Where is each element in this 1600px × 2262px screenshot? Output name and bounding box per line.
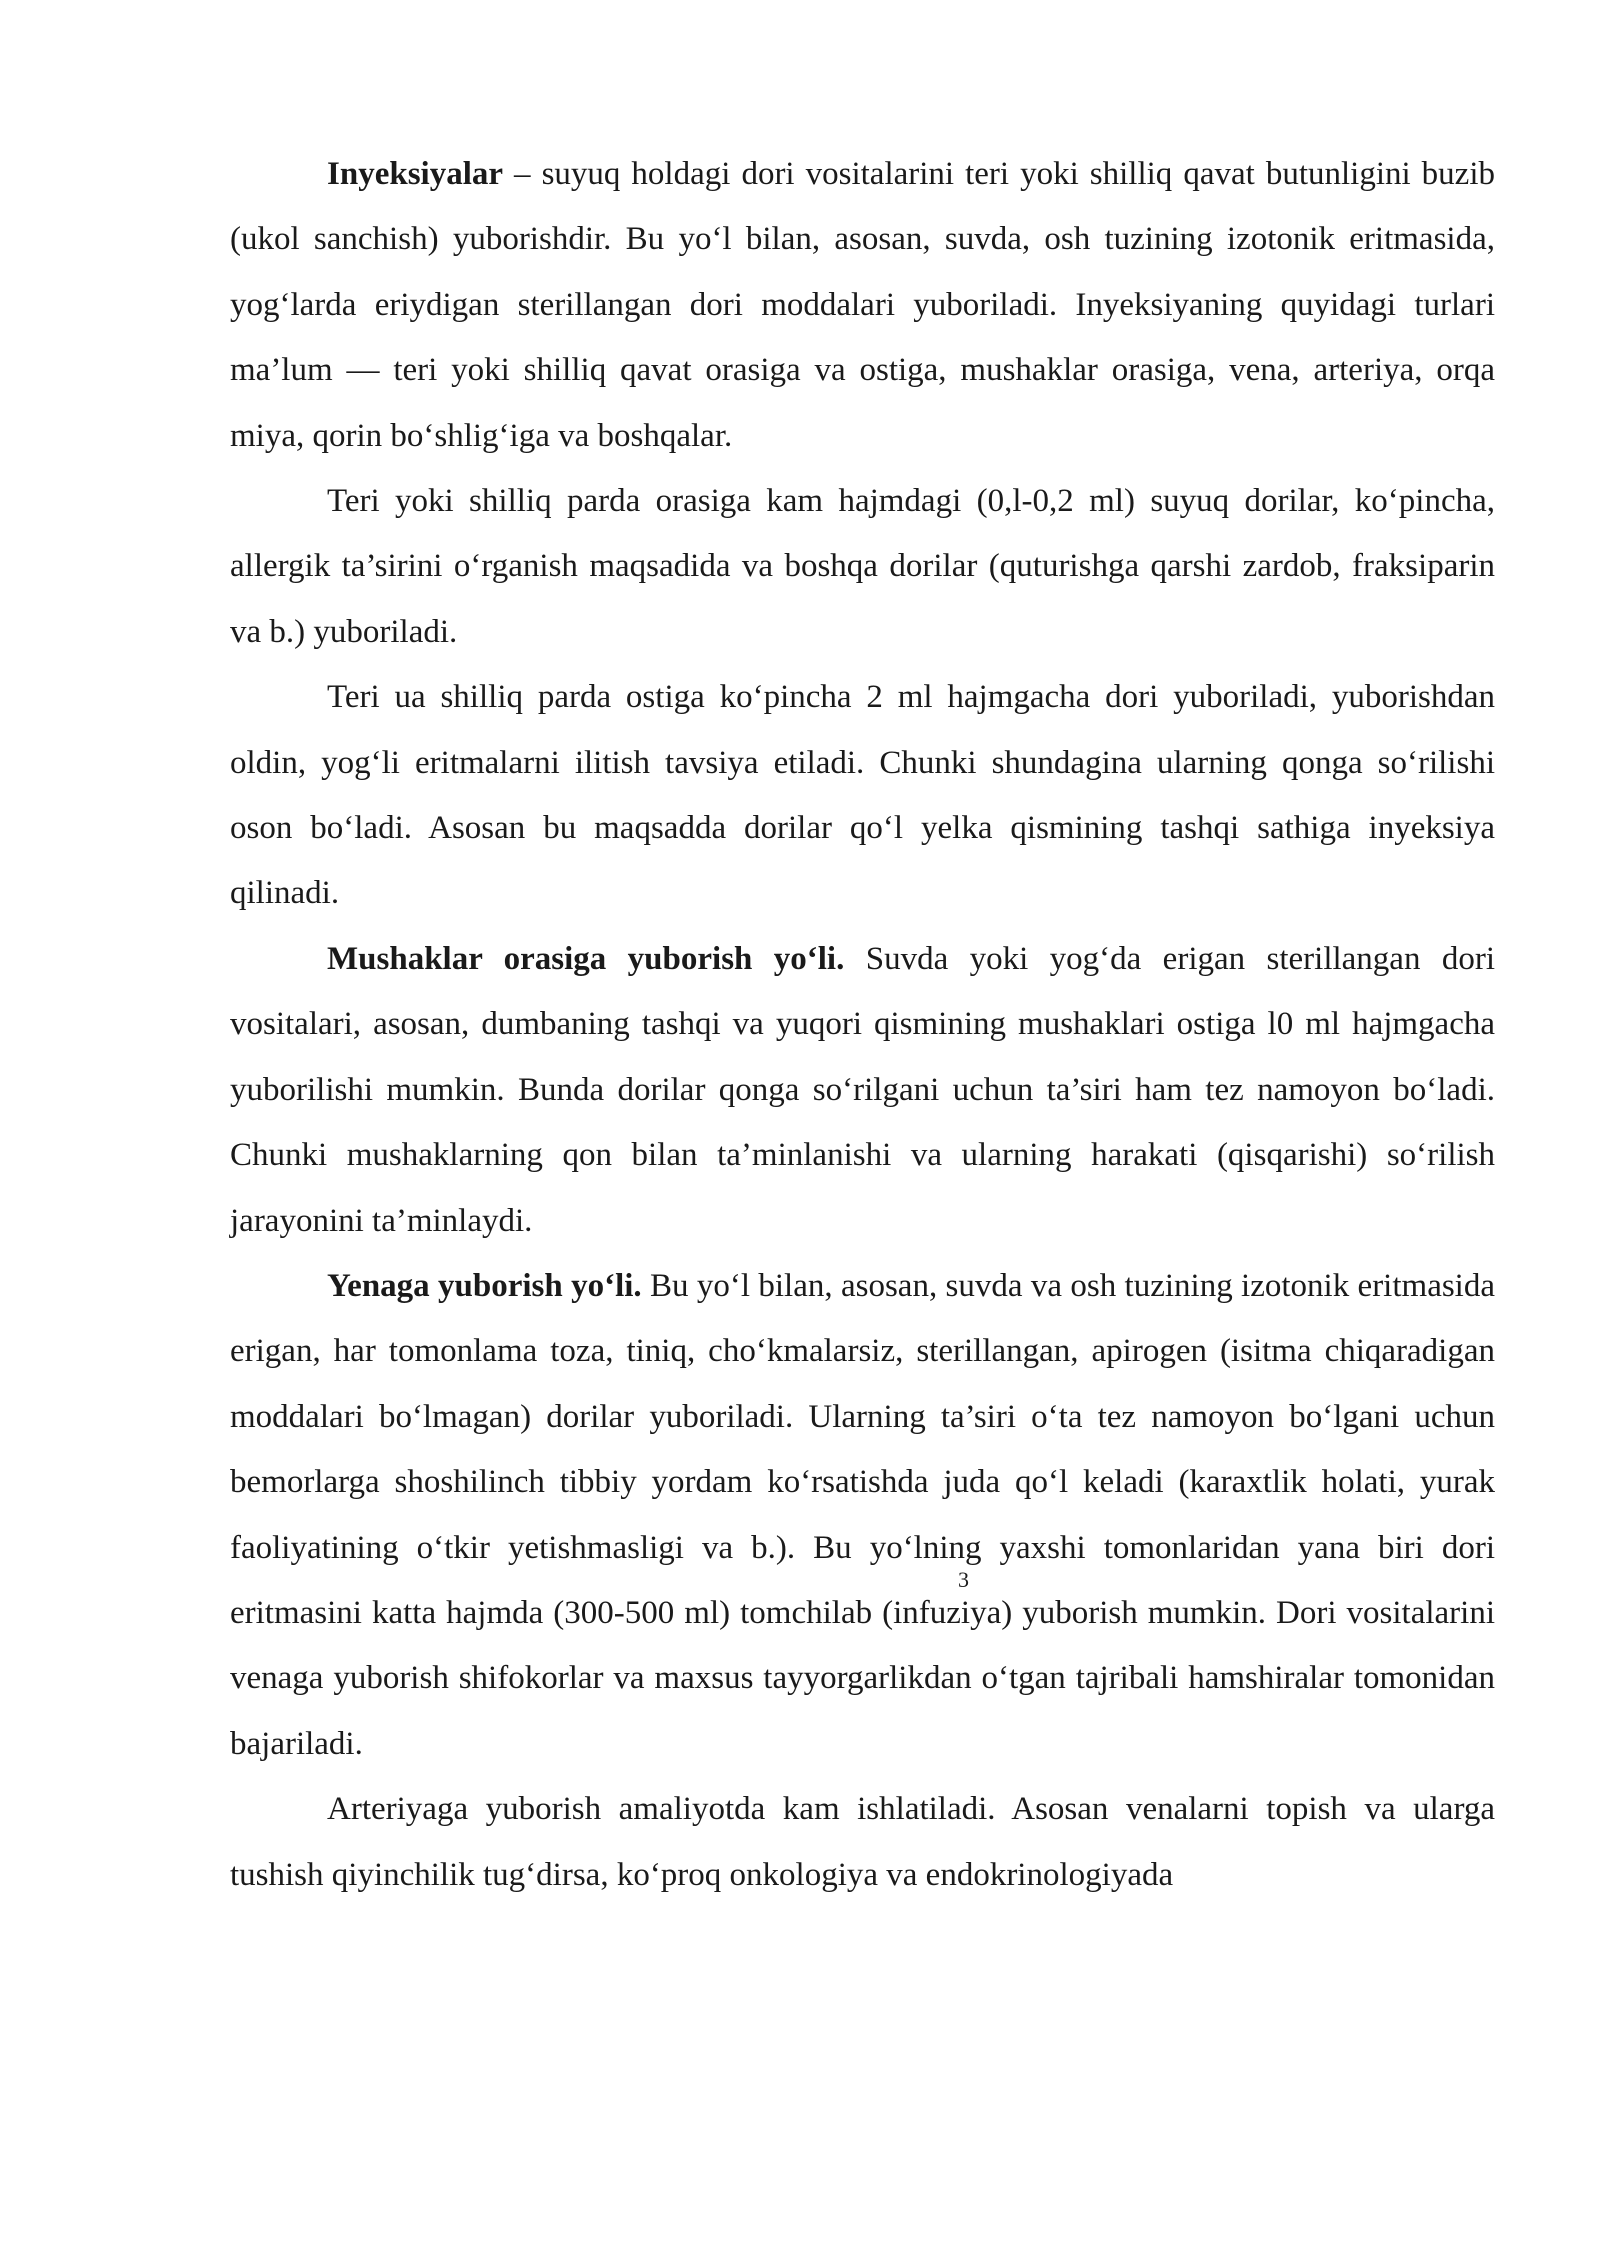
paragraph-intra-arterial bbox=[230, 1777, 1495, 1908]
paragraph-injections bbox=[230, 142, 1495, 469]
paragraph-text: – suyuq holdagi dori vositalarini teri yoki shilliq qavat butunligini buzib (ukol sanchish) yuborishdir. Bu yo‘l bilan, asosan, suvda, osh tuzining izotonik eritmasida, yog‘larda eriydigan sterillangan dori moddalari yuboriladi. Inyeksiyaning quyidagi turlari ma’lum — teri yoki shilliq qavat orasiga va ostiga, mushaklar orasiga, vena, arteriya, orqa miya, qorin bo‘shlig‘iga va boshqalar. bbox=[230, 156, 1495, 454]
paragraph-text: Bu yo‘l bilan, asosan, suvda va osh tuzining izotonik eritmasida erigan, har tomonlama toza, tiniq, cho‘kmalarsiz, sterillangan, apirogen (isitma chiqaradigan moddalari bo‘lmagan) dorilar yuboriladi. Ularning ta’siri o‘ta tez namoyon bo‘lgani uchun bemorlarga shoshilinch tibbiy yordam ko‘rsatishda juda qo‘l keladi (karaxtlik holati, yurak faoliyatining o‘tkir yetishmasligi va b.). Bu yo‘lning yaxshi tomonlaridan yana biri dori eritmasini katta hajmda (300-500 ml) tomchilab (infuziya) yuborish mumkin. Dori vositalarini venaga yuborish shifokorlar va maxsus tayyorgarlikdan o‘tgan tajribali hamshiralar tomonidan bajariladi. bbox=[230, 1267, 1495, 1762]
document-body bbox=[230, 142, 1495, 1908]
paragraph-intravenous bbox=[230, 1254, 1495, 1777]
paragraph-text: Arteriyaga yuborish amaliyotda kam ishlatiladi. Asosan venalarni topish va ularga tushish qiyinchilik tug‘dirsa, ko‘proq onkologiya va endokrinologiyada bbox=[230, 1791, 1495, 1893]
heading-intravenous: Yenaga yuborish yo‘li. bbox=[327, 1267, 642, 1304]
paragraph-intramuscular bbox=[230, 927, 1495, 1254]
paragraph-text: Suvda yoki yog‘da erigan sterillangan dori vositalari, asosan, dumbaning tashqi va yuqori qismining mushaklari ostiga l0 ml hajmgacha yuborilishi mumkin. Bunda dorilar qonga so‘rilgani uchun ta’siri ham tez namoyon bo‘ladi. Chunki mushaklarning qon bilan ta’minlanishi va ularning harakati (qisqarishi) so‘rilish jarayonini ta’minlaydi. bbox=[230, 940, 1495, 1239]
paragraph-subcutaneous bbox=[230, 665, 1495, 927]
heading-intramuscular: Mushaklar orasiga yuborish yo‘li. bbox=[327, 940, 845, 977]
paragraph-text: Teri ua shilliq parda ostiga ko‘pincha 2 ml hajmgacha dori yuboriladi, yuborishdan oldin, yog‘li eritmalarni ilitish tavsiya etiladi. Chunki shundagina ularning qonga so‘rilishi oson bo‘ladi. Asosan bu maqsadda dorilar qo‘l yelka qismining tashqi sathiga inyeksiya qilinadi. bbox=[230, 679, 1495, 912]
paragraph-intradermal bbox=[230, 469, 1495, 665]
page-number: 3 bbox=[958, 1567, 969, 1592]
paragraph-text: Teri yoki shilliq parda orasiga kam hajmdagi (0,l-0,2 ml) suyuq dorilar, ko‘pincha, allergik ta’sirini o‘rganish maqsadida va boshqa dorilar (quturishga qarshi zardob, fraksiparin va b.) yuboriladi. bbox=[230, 483, 1495, 650]
heading-injections: Inyeksiyalar bbox=[327, 156, 504, 192]
